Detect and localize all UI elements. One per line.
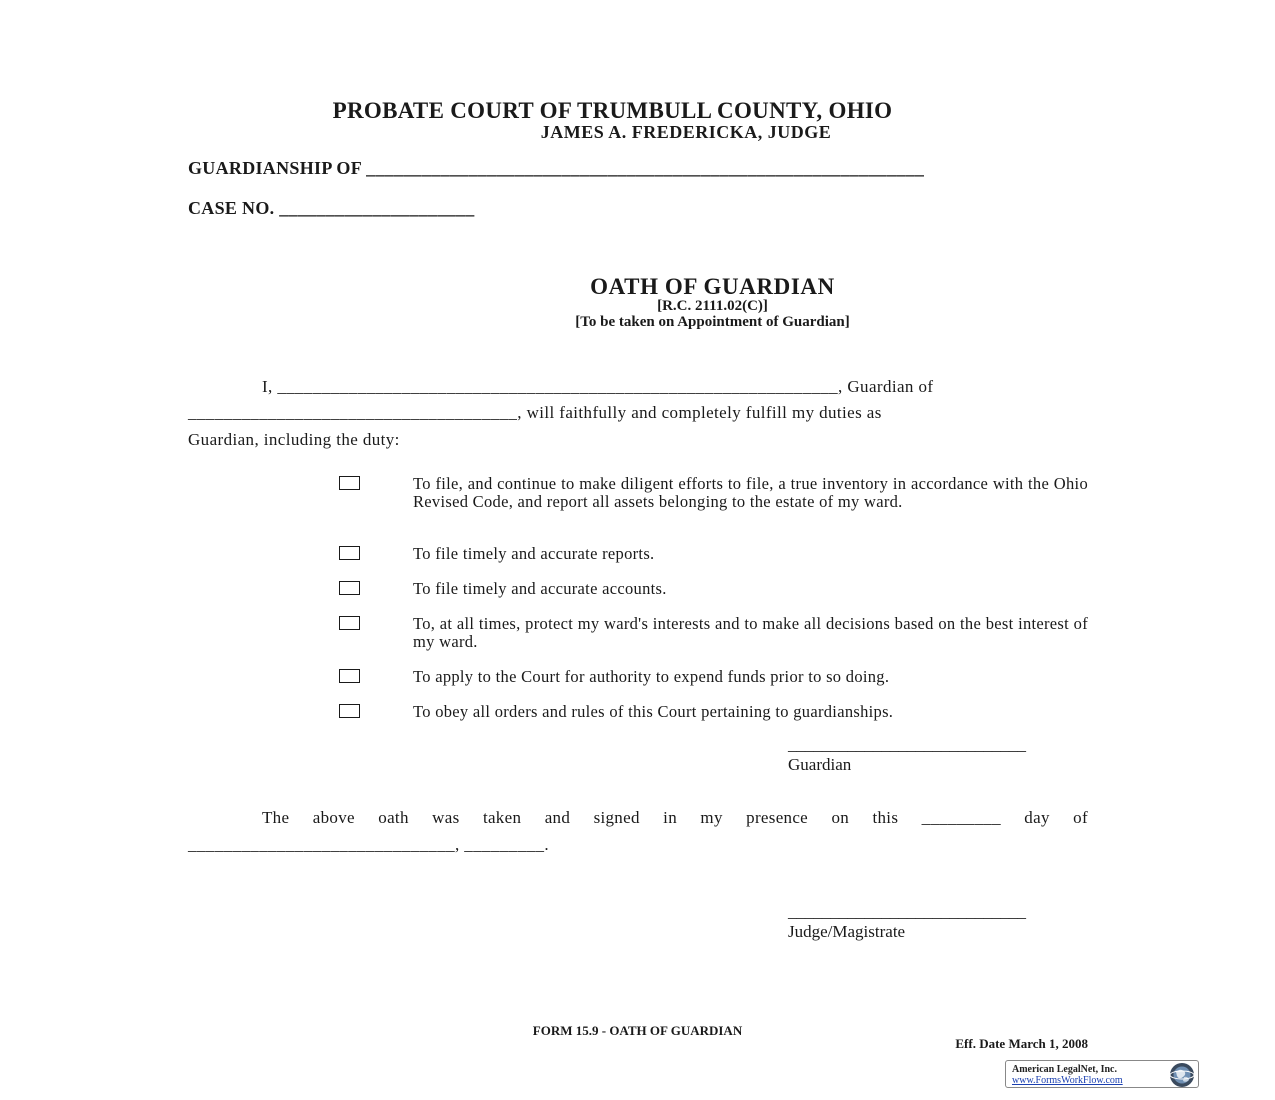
attestation-word: of bbox=[1073, 808, 1088, 827]
attestation-word: this bbox=[872, 808, 899, 827]
attestation-line-2[interactable]: ______________________________, _________. bbox=[188, 835, 550, 854]
duty-item: To obey all orders and rules of this Court pertaining to guardianships. bbox=[413, 702, 894, 721]
guardianship-field bbox=[188, 158, 924, 179]
duty-checkbox[interactable] bbox=[339, 669, 360, 683]
form-footer-name: FORM 15.9 - OATH OF GUARDIAN bbox=[532, 1023, 743, 1038]
duty-item: To file timely and accurate accounts. bbox=[413, 579, 667, 598]
duty-item: To apply to the Court for authority to expend funds prior to so doing. bbox=[413, 667, 890, 686]
case-number-blank[interactable]: _____________________ bbox=[279, 198, 475, 218]
duty-item: To, at all times, protect my ward's interests and to make all decisions based on the best interest of my ward. bbox=[413, 614, 1088, 651]
attestation-word: The bbox=[262, 808, 290, 827]
duty-item: To file, and continue to make diligent efforts to file, a true inventory in accordance with the Ohio Revised Code, and report all assets belonging to the estate of my ward. bbox=[413, 474, 1088, 511]
court-name: PROBATE COURT OF TRUMBULL COUNTY, OHIO bbox=[332, 98, 893, 123]
publisher-url[interactable]: www.FormsWorkFlow.com bbox=[1012, 1075, 1123, 1086]
judge-signature-line[interactable]: ____________________________ bbox=[788, 902, 1026, 921]
attestation-word: was bbox=[432, 808, 460, 827]
day-blank[interactable]: _________ bbox=[921, 808, 1001, 827]
guardianship-label: GUARDIANSHIP OF bbox=[188, 158, 362, 178]
oath-line-3: Guardian, including the duty: bbox=[188, 430, 400, 449]
effective-date: Eff. Date March 1, 2008 bbox=[955, 1036, 1088, 1051]
attestation-line-1 bbox=[262, 808, 1088, 828]
guardian-signature-label: Guardian bbox=[788, 755, 852, 774]
attestation-word: day bbox=[1024, 808, 1050, 827]
duty-checkbox[interactable] bbox=[339, 546, 360, 560]
attestation-word: signed bbox=[593, 808, 640, 827]
form-note: [To be taken on Appointment of Guardian] bbox=[575, 314, 850, 330]
case-number-field bbox=[188, 198, 475, 219]
duty-item: To file timely and accurate reports. bbox=[413, 544, 655, 563]
attestation-word: on bbox=[831, 808, 850, 827]
publisher-badge[interactable] bbox=[1005, 1060, 1199, 1088]
judge-signature-label: Judge/Magistrate bbox=[788, 922, 906, 941]
guardian-signature-line[interactable]: ____________________________ bbox=[788, 735, 1026, 754]
attestation-word: above bbox=[312, 808, 355, 827]
guardianship-blank[interactable]: ____________________________________________________________ bbox=[366, 158, 925, 178]
duty-checkbox[interactable] bbox=[339, 476, 360, 490]
attestation-word: my bbox=[700, 808, 723, 827]
duty-checkbox[interactable] bbox=[339, 704, 360, 718]
case-number-label: CASE NO. bbox=[188, 198, 275, 218]
attestation-word: taken bbox=[482, 808, 522, 827]
attestation-word: presence bbox=[746, 808, 809, 827]
duty-checkbox[interactable] bbox=[339, 581, 360, 595]
statute-reference: [R.C. 2111.02(C)] bbox=[657, 298, 768, 314]
judge-name: JAMES A. FREDERICKA, JUDGE bbox=[540, 122, 832, 142]
oath-line-2: _____________________________________, will faithfully and completely fulfill my duties as bbox=[188, 403, 882, 422]
publisher-name: American LegalNet, Inc. bbox=[1012, 1064, 1117, 1075]
attestation-word: oath bbox=[378, 808, 409, 827]
form-title: OATH OF GUARDIAN bbox=[590, 274, 835, 299]
attestation-word: in bbox=[663, 808, 677, 827]
attestation-word: and bbox=[544, 808, 571, 827]
oath-line-1: I, _______________________________________________________________, Guardian of bbox=[262, 377, 934, 396]
duty-checkbox[interactable] bbox=[339, 616, 360, 630]
globe-icon bbox=[1169, 1062, 1195, 1088]
